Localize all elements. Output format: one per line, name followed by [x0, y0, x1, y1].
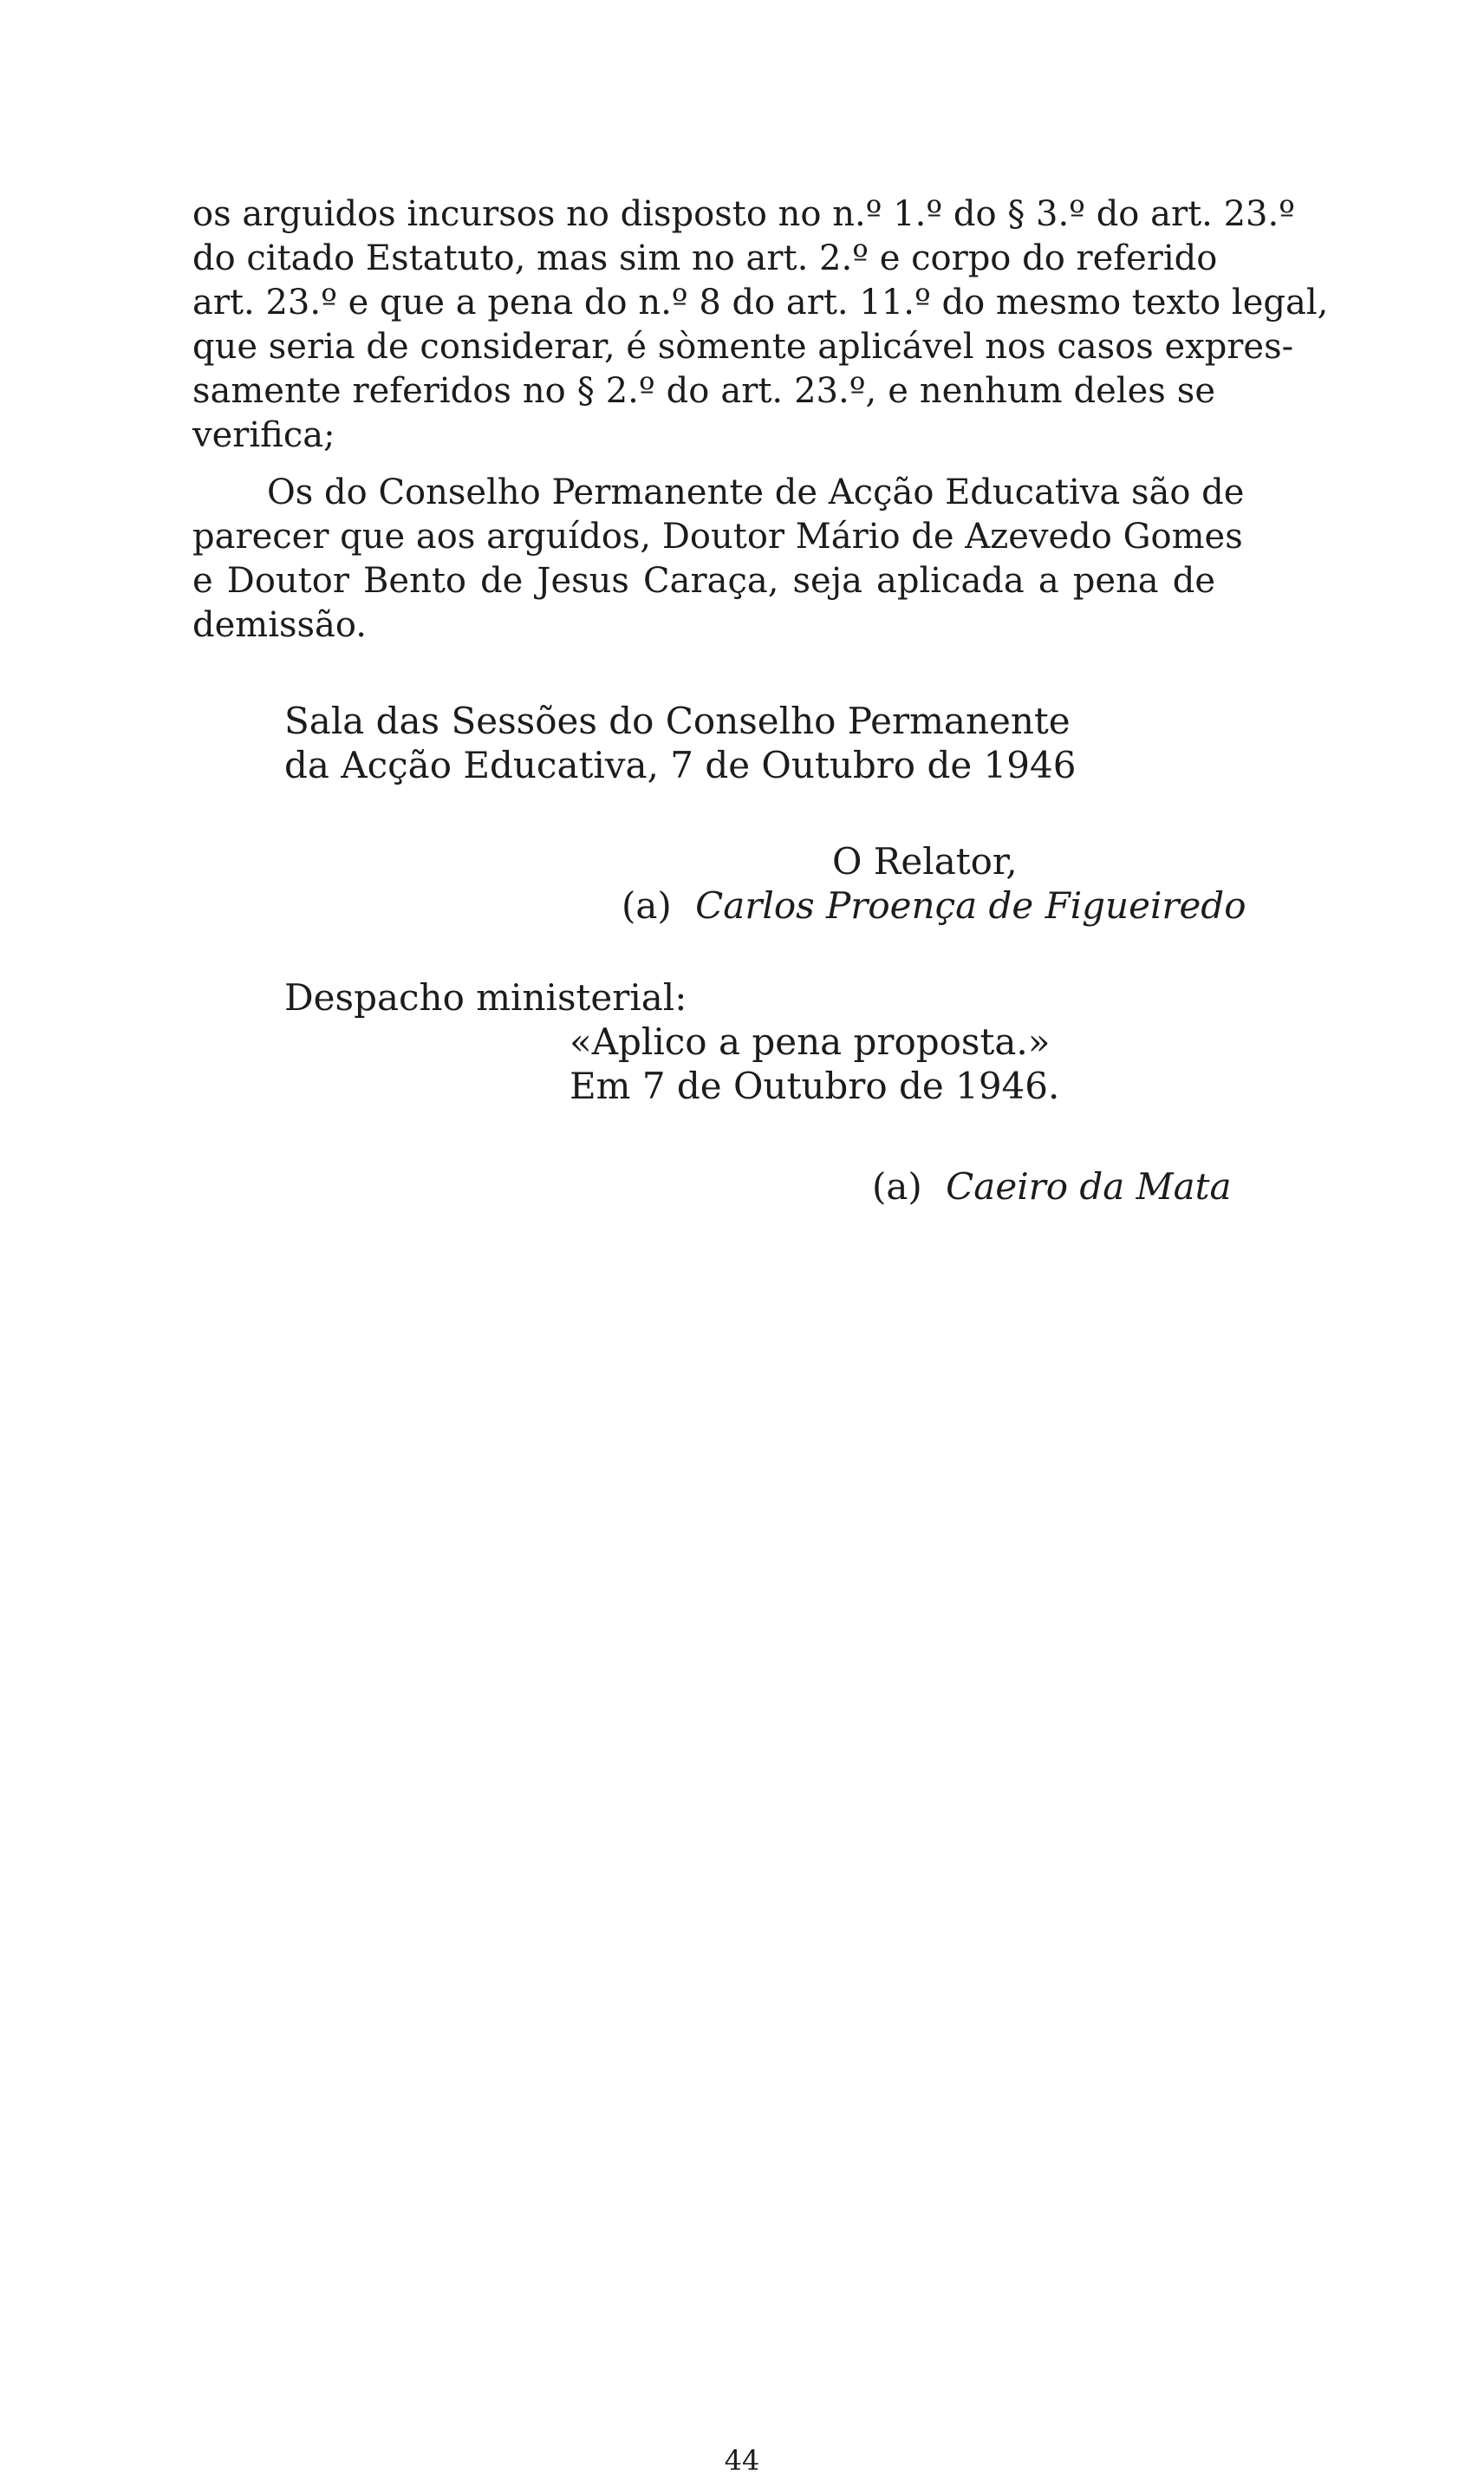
paragraph-continuation — [192, 192, 1329, 458]
text-line: parecer que aos arguídos, Doutor Mário de Azevedo Gomes — [192, 517, 1243, 557]
text-line: verifica; — [192, 415, 335, 455]
relator-role: O Relator, — [832, 840, 1018, 883]
signature-name: Carlos Proença de Figueiredo — [695, 884, 1246, 927]
text-line: e Doutor Bento de Jesus Caraça, seja aplicada a pena de — [192, 561, 1215, 601]
text-line: do citado Estatuto, mas sim no art. 2.º e corpo do referido — [192, 238, 1218, 278]
text-line: da Acção Educativa, 7 de Outubro de 1946 — [284, 744, 1077, 786]
dispatch-quote: «Aplico a pena proposta.» — [570, 1020, 1051, 1063]
signature-prefix: (a) — [872, 1165, 922, 1208]
text-line: os arguidos incursos no disposto no n.º 1.º do § 3.º do art. 23.º — [192, 194, 1295, 234]
paragraph-opinion — [192, 471, 1245, 648]
text-line: demissão. — [192, 605, 367, 645]
text-line: art. 23.º e que a pena do n.º 8 do art. 11.º do mesmo texto legal, — [192, 283, 1329, 323]
dispatch-body — [570, 1020, 1059, 1108]
signature-name: Caeiro da Mata — [946, 1165, 1232, 1208]
text-line: samente referidos no § 2.º do art. 23.º, e nenhum deles se — [192, 371, 1215, 411]
text-line: Os do Conselho Permanente de Acção Educativa são de — [267, 473, 1245, 512]
minister-signature — [872, 1164, 1232, 1209]
text-line: Sala das Sessões do Conselho Permanente — [284, 700, 1071, 742]
text-line: que seria de considerar, é sòmente aplicável nos casos expres- — [192, 327, 1294, 367]
dispatch-heading: Despacho ministerial: — [284, 976, 687, 1019]
signature-prefix: (a) — [622, 884, 672, 927]
session-place-date — [284, 699, 1076, 787]
page-number: 44 — [724, 2444, 760, 2477]
dispatch-date: Em 7 de Outubro de 1946. — [570, 1065, 1060, 1107]
relator-signature — [622, 883, 1246, 928]
